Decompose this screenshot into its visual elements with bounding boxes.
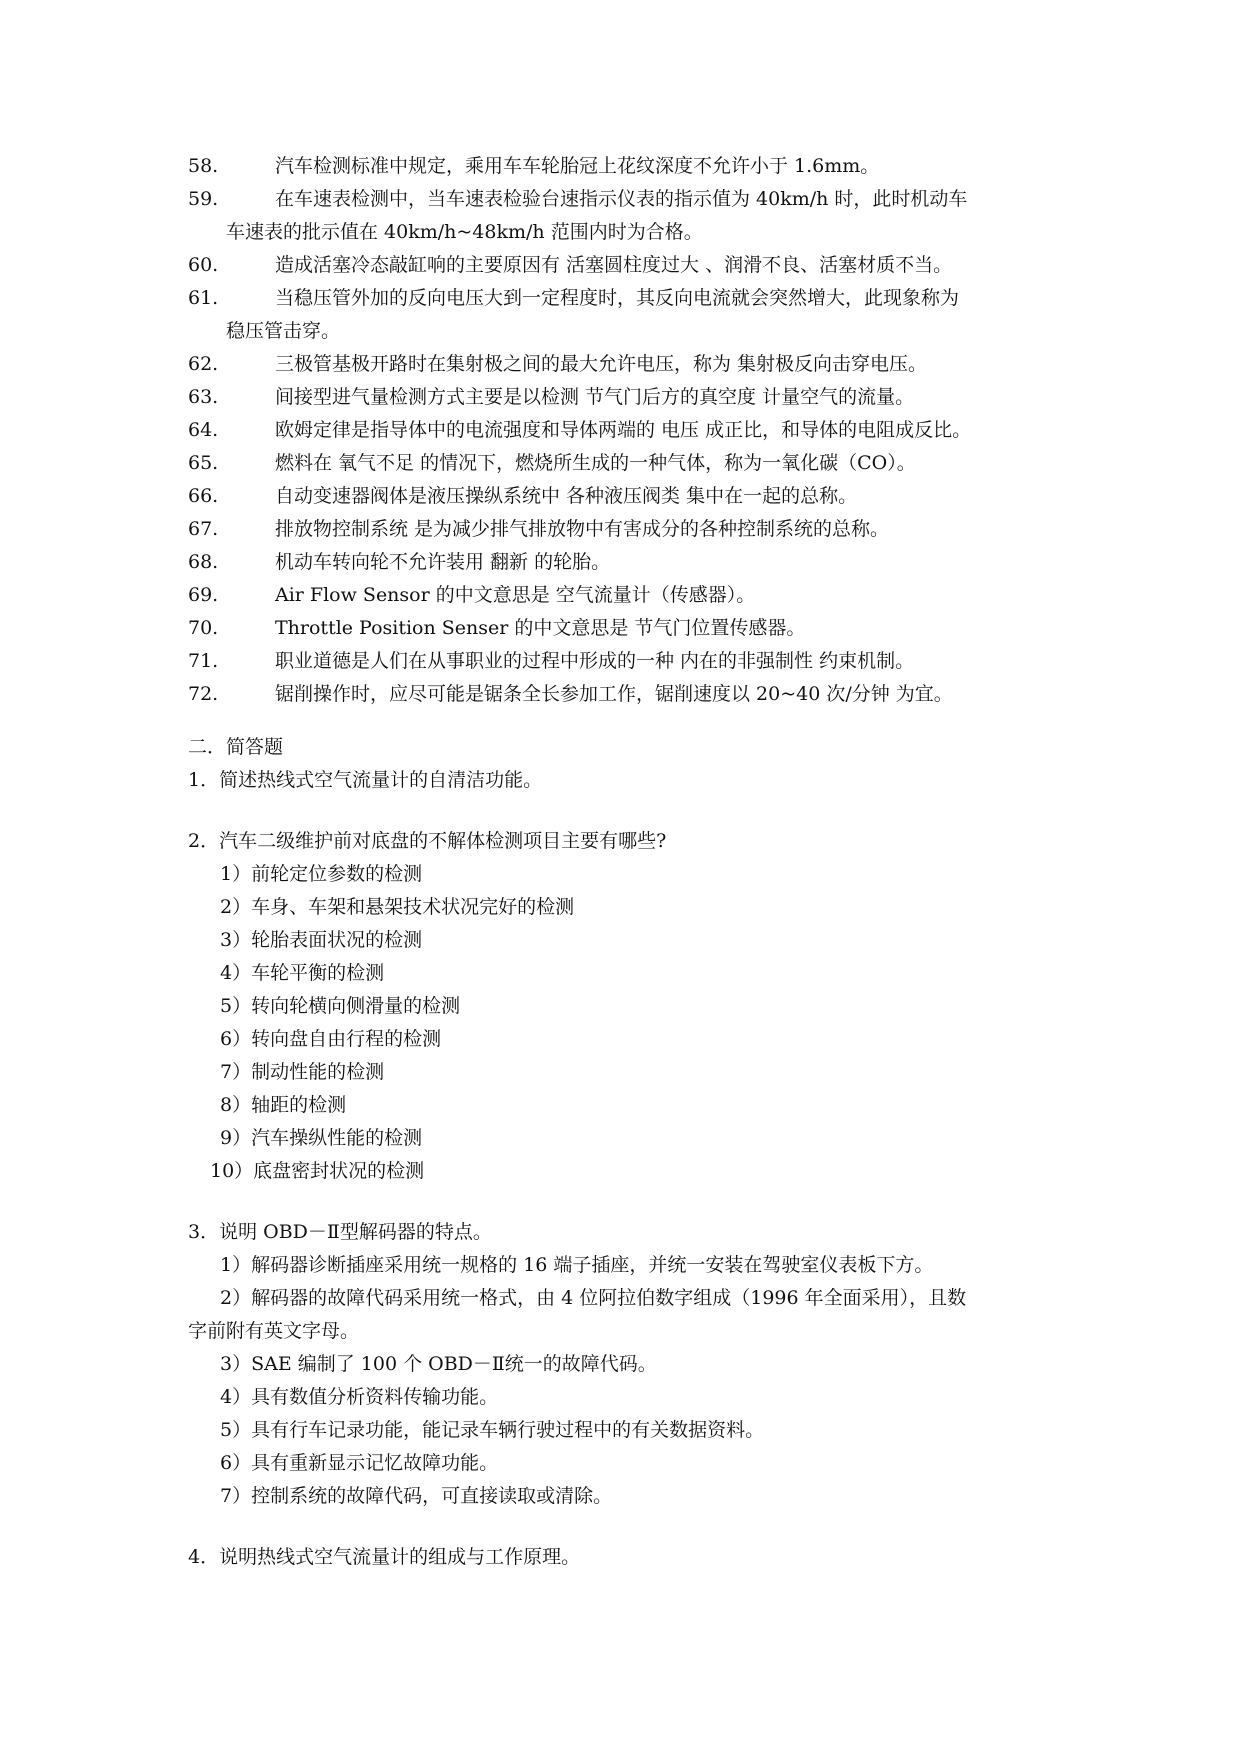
answer-item: 4）车轮平衡的检测 xyxy=(220,962,385,984)
answer-item: 4）具有数值分析资料传输功能。 xyxy=(220,1386,499,1408)
fill-blank-list xyxy=(188,150,1088,711)
item-text: 间接型进气量检测方式主要是以检测 节气门后方的真空度 计量空气的流量。 xyxy=(275,386,915,408)
question-3: 3．说明 OBD－Ⅱ型解码器的特点。 xyxy=(188,1221,492,1243)
fill-blank-item xyxy=(188,546,1088,579)
answer-item: 6）具有重新显示记忆故障功能。 xyxy=(220,1452,499,1474)
document-page xyxy=(188,150,1088,1574)
item-text: 机动车转向轮不允许装用 翻新 的轮胎。 xyxy=(275,551,611,573)
section-title: 二．简答题 xyxy=(188,736,284,758)
fill-blank-item xyxy=(188,612,1088,645)
fill-blank-item xyxy=(188,414,1088,447)
fill-blank-item xyxy=(188,381,1088,414)
item-number: 71. xyxy=(188,650,219,672)
item-text: 职业道德是人们在从事职业的过程中形成的一种 内在的非强制性 约束机制。 xyxy=(275,650,915,672)
answer-item: 10）底盘密封状况的检测 xyxy=(210,1160,425,1182)
item-number: 64. xyxy=(188,419,219,441)
question-2: 2．汽车二级维护前对底盘的不解体检测项目主要有哪些? xyxy=(188,830,667,852)
question-1: 1．简述热线式空气流量计的自清洁功能。 xyxy=(188,769,543,791)
item-text: 燃料在 氧气不足 的情况下，燃烧所生成的一种气体，称为一氧化碳（CO）。 xyxy=(275,452,916,474)
item-text: Throttle Position Senser 的中文意思是 节气门位置传感器。 xyxy=(275,617,806,639)
fill-blank-item xyxy=(188,480,1088,513)
fill-blank-item xyxy=(188,183,1088,216)
item-text: 欧姆定律是指导体中的电流强度和导体两端的 电压 成正比，和导体的电阻成反比。 xyxy=(275,419,972,441)
item-number: 72. xyxy=(188,683,219,705)
item-number: 70. xyxy=(188,617,219,639)
item-number: 67. xyxy=(188,518,219,540)
fill-blank-item xyxy=(188,447,1088,480)
item-number: 60. xyxy=(188,254,219,276)
answer-item: 2）车身、车架和悬架技术状况完好的检测 xyxy=(220,896,575,918)
answer-item: 6）转向盘自由行程的检测 xyxy=(220,1028,442,1050)
item-number: 58. xyxy=(188,155,219,177)
fill-blank-item xyxy=(188,282,1088,315)
answer-item: 1）前轮定位参数的检测 xyxy=(220,863,423,885)
question-4: 4．说明热线式空气流量计的组成与工作原理。 xyxy=(188,1546,581,1568)
item-text: 当稳压管外加的反向电压大到一定程度时，其反向电流就会突然增大，此现象称为 xyxy=(275,287,960,309)
answer-item: 7）控制系统的故障代码，可直接读取或清除。 xyxy=(220,1485,613,1507)
question-3-answer-list xyxy=(188,1249,1088,1513)
item-number: 61. xyxy=(188,287,219,309)
answer-item: 2）解码器的故障代码采用统一格式，由 4 位阿拉伯数字组成（1996 年全面采用），且数 xyxy=(220,1287,967,1309)
item-number: 66. xyxy=(188,485,219,507)
item-text: Air Flow Sensor 的中文意思是 空气流量计（传感器）。 xyxy=(275,584,756,606)
item-text: 自动变速器阀体是液压操纵系统中 各种液压阀类 集中在一起的总称。 xyxy=(275,485,858,507)
fill-blank-item xyxy=(188,249,1088,282)
item-text: 造成活塞冷态敲缸响的主要原因有 活塞圆柱度过大 、润滑不良、活塞材质不当。 xyxy=(275,254,953,276)
item-number: 62. xyxy=(188,353,219,375)
fill-blank-item xyxy=(188,645,1088,678)
item-text: 排放物控制系统 是为减少排气排放物中有害成分的各种控制系统的总称。 xyxy=(275,518,890,540)
item-number: 68. xyxy=(188,551,219,573)
fill-blank-item xyxy=(188,678,1088,711)
question-2-answer-list xyxy=(188,858,1088,1188)
fill-blank-item xyxy=(188,150,1088,183)
answer-item: 7）制动性能的检测 xyxy=(220,1061,385,1083)
answer-item: 3）SAE 编制了 100 个 OBD－Ⅱ统一的故障代码。 xyxy=(220,1353,657,1375)
item-number: 59. xyxy=(188,188,219,210)
answer-item: 9）汽车操纵性能的检测 xyxy=(220,1127,423,1149)
item-number: 63. xyxy=(188,386,219,408)
fill-blank-item xyxy=(188,513,1088,546)
fill-blank-item xyxy=(188,579,1088,612)
answer-item: 1）解码器诊断插座采用统一规格的 16 端子插座，并统一安装在驾驶室仪表板下方。 xyxy=(220,1254,934,1276)
answer-item-continuation: 字前附有英文字母。 xyxy=(188,1320,360,1342)
fill-blank-item xyxy=(188,348,1088,381)
answer-item: 5）具有行车记录功能，能记录车辆行驶过程中的有关数据资料。 xyxy=(220,1419,765,1441)
item-text: 锯削操作时，应尽可能是锯条全长参加工作，锯削速度以 20~40 次/分钟 为宜。 xyxy=(275,683,953,705)
item-continuation: 车速表的批示值在 40km/h~48km/h 范围内时为合格。 xyxy=(226,221,703,243)
item-number: 69. xyxy=(188,584,219,606)
answer-item: 3）轮胎表面状况的检测 xyxy=(220,929,423,951)
item-number: 65. xyxy=(188,452,219,474)
item-text: 汽车检测标准中规定，乘用车车轮胎冠上花纹深度不允许小于 1.6mm。 xyxy=(275,155,880,177)
answer-item: 5）转向轮横向侧滑量的检测 xyxy=(220,995,461,1017)
item-continuation: 稳压管击穿。 xyxy=(226,320,341,342)
item-text: 在车速表检测中，当车速表检验台速指示仪表的指示值为 40km/h 时，此时机动车 xyxy=(275,188,968,210)
answer-item: 8）轴距的检测 xyxy=(220,1094,347,1116)
item-text: 三极管基极开路时在集射极之间的最大允许电压，称为 集射极反向击穿电压。 xyxy=(275,353,928,375)
